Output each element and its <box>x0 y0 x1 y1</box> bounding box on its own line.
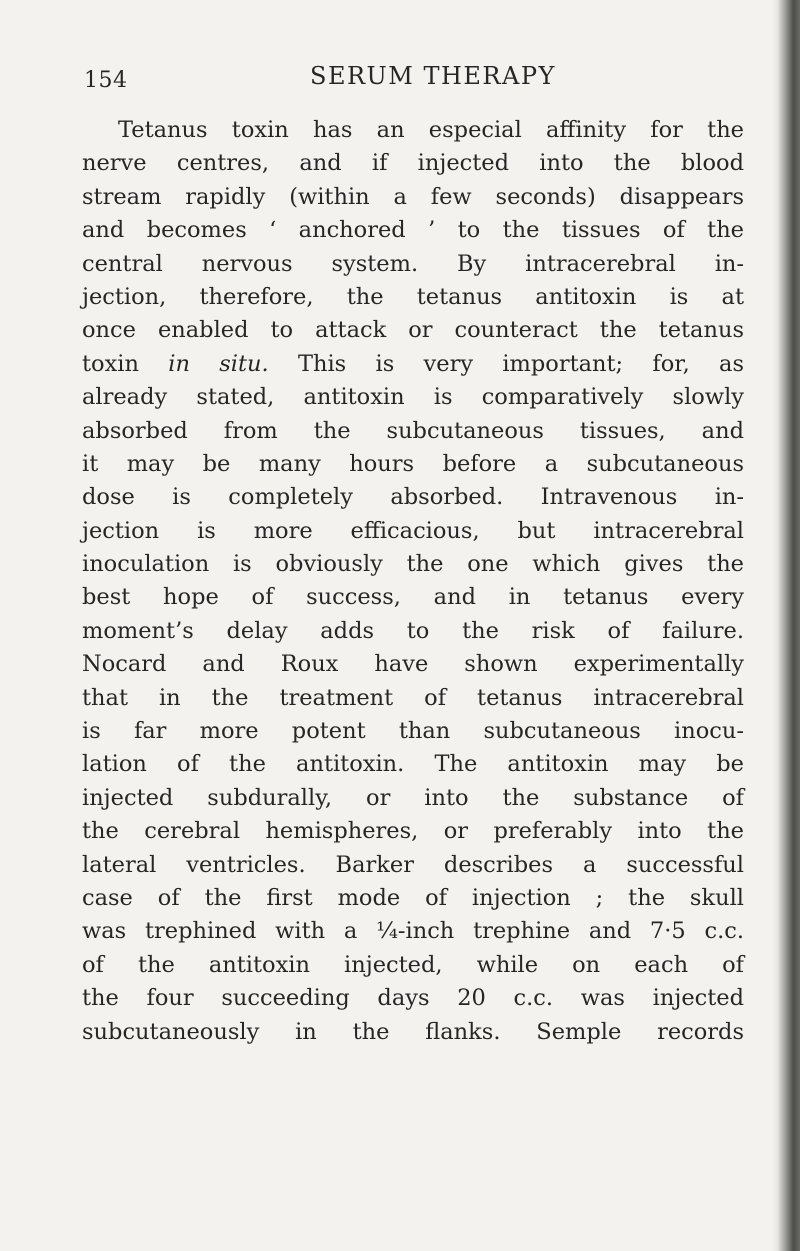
text-line: of the antitoxin injected, while on each of <box>82 951 744 978</box>
text-line: it may be many hours before a subcutaneous <box>82 450 744 477</box>
text-line: best hope of success, and in tetanus every <box>82 584 744 611</box>
text-line: central nervous system. By intracerebral in- <box>82 250 744 277</box>
text-line: the four succeeding days 20 c.c. was injected <box>82 985 744 1012</box>
text-line: once enabled to attack or counteract the tetanus <box>82 317 744 344</box>
text-line: jection is more efficacious, but intracerebral <box>82 517 744 544</box>
text-line: lateral ventricles. Barker describes a successful <box>82 851 744 878</box>
text-line: nerve centres, and if injected into the blood <box>82 150 744 177</box>
text-line: that in the treatment of tetanus intracerebral <box>82 684 744 711</box>
text-line: stream rapidly (within a few seconds) disappears <box>82 183 744 210</box>
text-line: dose is completely absorbed. Intravenous in- <box>82 484 744 511</box>
text-line: absorbed from the subcutaneous tissues, and <box>82 417 744 444</box>
text-line: moment’s delay adds to the risk of failure. <box>82 617 744 644</box>
text-line: lation of the antitoxin. The antitoxin may be <box>82 751 744 778</box>
text-line <box>82 348 744 381</box>
text-line: Tetanus toxin has an especial affinity for the <box>118 117 744 143</box>
text-line: case of the first mode of injection ; the skull <box>82 884 744 911</box>
text-line: and becomes ‘ anchored ’ to the tissues of the <box>82 217 744 244</box>
text-line: injected subdurally, or into the substance of <box>82 784 744 811</box>
text-line: Nocard and Roux have shown experimentally <box>82 651 744 678</box>
text-segment: This is very important; for, as <box>268 350 744 377</box>
text-line: the cerebral hemispheres, or preferably into the <box>82 818 744 845</box>
page-number: 154 <box>84 68 128 93</box>
italic-phrase: in situ. <box>168 350 269 377</box>
body-paragraph <box>82 114 744 1049</box>
text-line: inoculation is obviously the one which gives the <box>82 551 744 578</box>
text-line: is far more potent than subcutaneous inocu- <box>82 718 744 745</box>
text-line: was trephined with a ¼-inch trephine and 7·5 c.c. <box>82 918 744 945</box>
page-header <box>84 62 756 98</box>
running-head: SERUM THERAPY <box>310 62 556 90</box>
text-line: jection, therefore, the tetanus antitoxin is at <box>82 283 744 310</box>
text-line: subcutaneously in the flanks. Semple records <box>82 1018 744 1045</box>
text-line: already stated, antitoxin is comparatively slowly <box>82 384 744 411</box>
text-segment: toxin <box>82 350 169 377</box>
page-edge <box>778 0 800 1251</box>
